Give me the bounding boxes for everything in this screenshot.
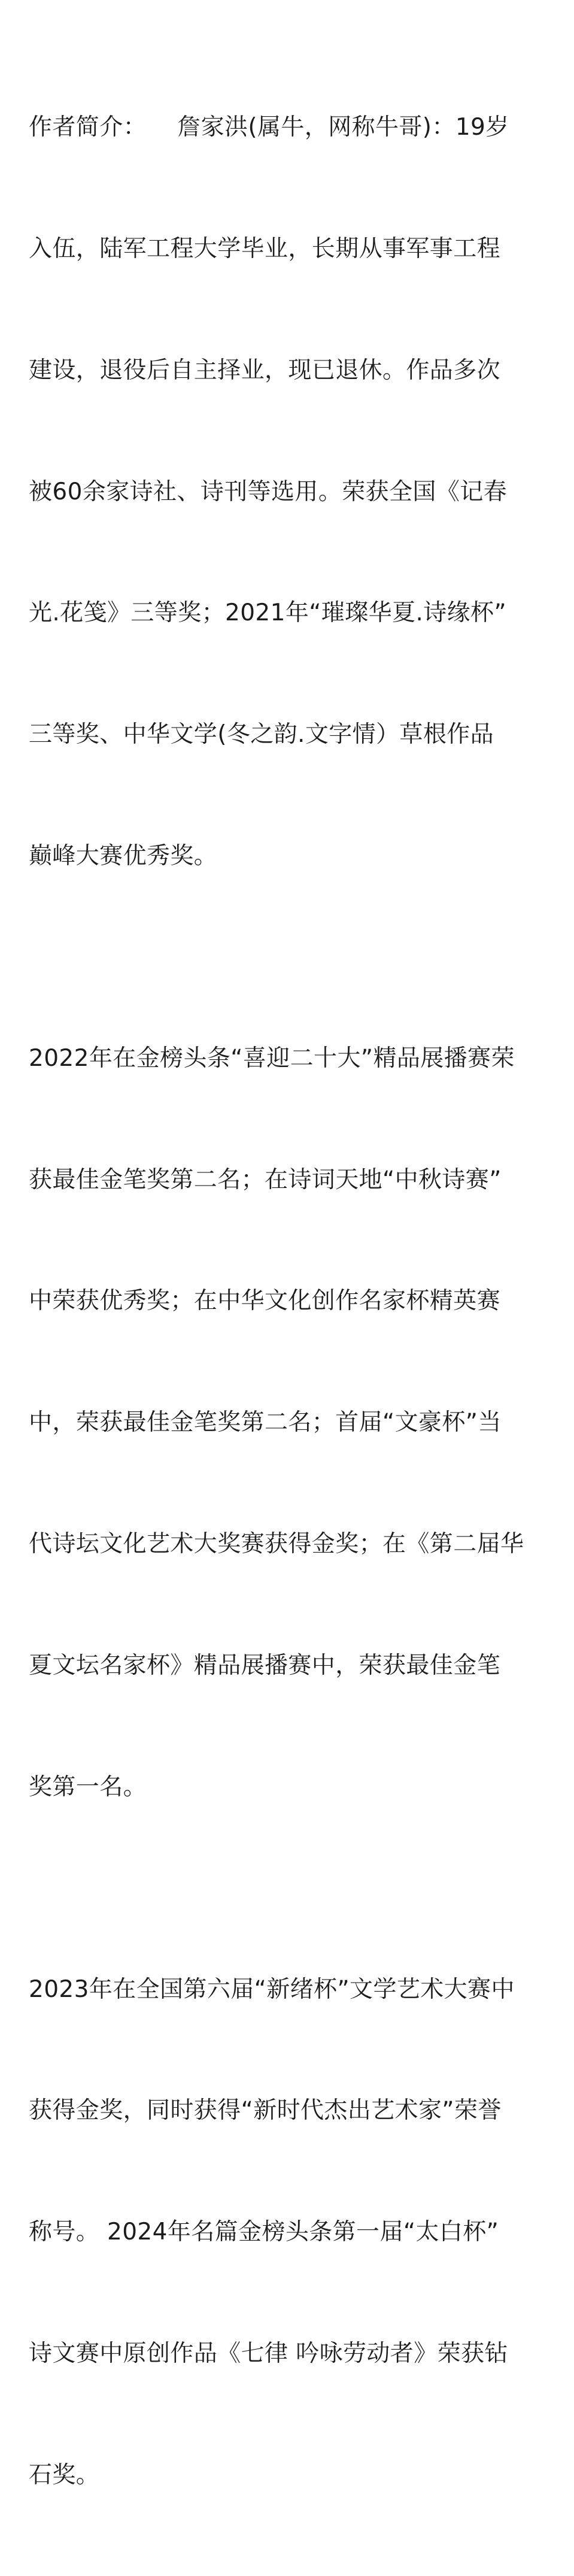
bio-line: 光.花笺》三等奖；2021年“璀璨华夏.诗缘杯” (29, 599, 507, 627)
bio-line: 中，荣获最佳金笔奖第二名；首届“文豪杯”当 (29, 1409, 502, 1437)
bio-line: 石奖。 (29, 2461, 100, 2489)
bio-line: 称号。 2024年名篇金榜头条第一届“太白杯” (29, 2219, 499, 2246)
bio-line: 获最佳金笔奖第二名；在诗词天地“中秋诗赛” (29, 1166, 502, 1193)
bio-line: 2022年在金榜头条“喜迎二十大”精品展播赛荣 (29, 1044, 515, 1072)
bio-line: 诗文赛中原创作品《七律 吟咏劳动者》荣获钻 (29, 2339, 508, 2367)
bio-line: 建设，退役后自主择业，现已退休。作品多次 (29, 356, 501, 384)
bio-paragraph-2023 (29, 1888, 558, 2576)
bio-line: 中荣获优秀奖；在中华文化创作名家杯精英赛 (29, 1287, 501, 1315)
bio-line: 2023年在全国第六届“新绪杯”文学艺术大赛中 (29, 1975, 515, 2003)
bio-line: 被60余家诗社、诗刊等选用。荣获全国《记春 (29, 478, 508, 505)
bio-line: 三等奖、中华文学(冬之韵.文字情）草根作品 (29, 721, 494, 748)
bio-line: 获得金奖，同时获得“新时代杰出艺术家”荣誉 (29, 2097, 502, 2125)
bio-line: 夏文坛名家杯》精品展播赛中，荣获最佳金笔 (29, 1651, 501, 1679)
bio-paragraph-intro (29, 26, 558, 957)
bio-line: 作者简介： 詹家洪(属牛，网称牛哥)：19岁 (29, 114, 509, 141)
bio-line: 奖第一名。 (29, 1773, 147, 1801)
bio-paragraph-2022 (29, 957, 558, 1889)
bio-line: 巅峰大赛优秀奖。 (29, 842, 218, 869)
bio-line: 入伍，陆军工程大学毕业，长期从事军事工程 (29, 235, 501, 262)
bio-line: 代诗坛文化艺术大奖赛获得金奖；在《第二届华 (29, 1530, 524, 1557)
author-bio-document (29, 26, 558, 2576)
